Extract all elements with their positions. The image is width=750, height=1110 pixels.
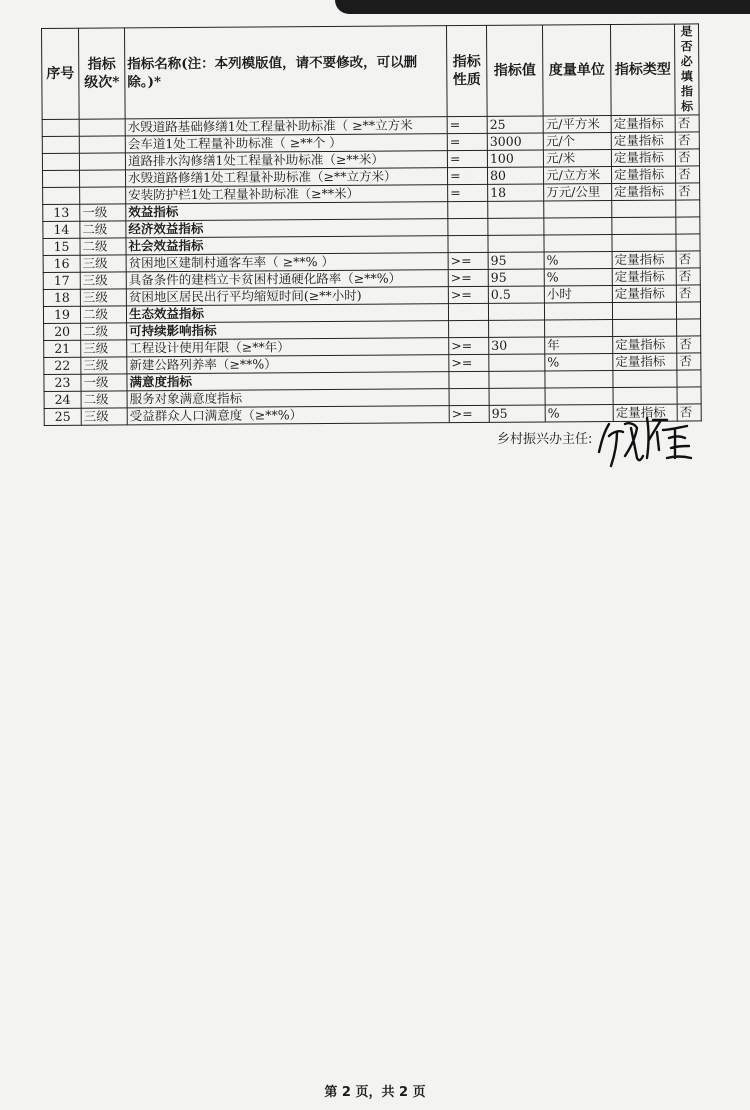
header-nature: 指标性质 xyxy=(446,25,487,116)
cell-level xyxy=(79,119,125,136)
cell-nature xyxy=(448,218,488,235)
cell-unit: % xyxy=(544,269,612,286)
signature-label: 乡村振兴办主任: xyxy=(497,432,593,447)
cell-nature: >= xyxy=(449,405,489,422)
cell-name: 可持续影响指标 xyxy=(127,321,449,340)
cell-name: 具备条件的建档立卡贫困村通硬化路率（≥**%） xyxy=(126,270,448,289)
header-level: 指标级次* xyxy=(79,28,126,119)
cell-type: 定量指标 xyxy=(613,336,677,353)
cell-required: 否 xyxy=(676,183,700,200)
cell-level: 二级 xyxy=(80,238,126,255)
performance-indicator-table xyxy=(41,23,702,426)
cell-required xyxy=(677,387,701,404)
cell-nature: = xyxy=(447,133,487,150)
cell-unit xyxy=(545,320,613,337)
cell-name: 贫困地区建制村通客车率（ ≥**% ） xyxy=(126,253,448,272)
cell-nature xyxy=(448,201,488,218)
cell-seq: 17 xyxy=(43,272,80,289)
cell-level: 三级 xyxy=(81,340,127,357)
cell-level: 三级 xyxy=(81,408,127,425)
cell-seq: 25 xyxy=(44,408,81,425)
cell-seq: 14 xyxy=(43,221,80,238)
page-footer: 第 2 页，共 2 页 xyxy=(324,1085,426,1100)
cell-seq xyxy=(42,153,79,170)
cell-unit: 元/立方米 xyxy=(543,167,611,184)
cell-seq: 19 xyxy=(43,306,80,323)
header-name: 指标名称(注：本列模版值，请不要修改，可以删除。)* xyxy=(125,26,448,119)
cell-required xyxy=(676,234,700,251)
cell-unit: 元/平方米 xyxy=(543,116,611,133)
cell-type xyxy=(612,200,676,217)
cell-required: 否 xyxy=(677,336,701,353)
cell-value: 30 xyxy=(489,337,545,354)
cell-level: 一级 xyxy=(81,374,127,391)
table-header-row xyxy=(42,24,700,120)
cell-nature xyxy=(449,371,489,388)
cell-value xyxy=(488,218,544,235)
cell-type: 定量指标 xyxy=(611,166,675,183)
cell-value xyxy=(488,201,544,218)
cell-value xyxy=(489,371,545,388)
top-shadow xyxy=(335,0,750,14)
cell-type: 定量指标 xyxy=(611,132,675,149)
cell-type: 定量指标 xyxy=(612,183,676,200)
cell-name: 满意度指标 xyxy=(127,372,449,391)
cell-required: 否 xyxy=(675,132,699,149)
cell-level: 三级 xyxy=(80,272,126,289)
cell-name: 受益群众人口满意度（≥**%） xyxy=(127,406,449,425)
cell-level: 二级 xyxy=(80,221,126,238)
cell-name: 水毁道路修缮1处工程量补助标准（≥**立方米） xyxy=(125,168,447,187)
cell-required: 否 xyxy=(676,285,700,302)
cell-level: 二级 xyxy=(81,323,127,340)
cell-value: 3000 xyxy=(487,133,543,150)
cell-seq: 24 xyxy=(44,391,81,408)
cell-level: 三级 xyxy=(80,255,126,272)
cell-name: 安装防护栏1处工程量补助标准（≥**米） xyxy=(126,185,448,204)
cell-level: 三级 xyxy=(81,357,127,374)
header-type: 指标类型 xyxy=(610,24,675,115)
cell-level xyxy=(80,187,126,204)
cell-level: 一级 xyxy=(80,204,126,221)
cell-type: 定量指标 xyxy=(611,115,675,132)
cell-nature xyxy=(448,235,488,252)
header-unit: 度量单位 xyxy=(542,25,611,116)
cell-unit: 万元/公里 xyxy=(544,184,612,201)
cell-name: 工程设计使用年限（≥**年） xyxy=(127,338,449,357)
cell-level xyxy=(79,153,125,170)
cell-unit: % xyxy=(545,354,613,371)
cell-value: 95 xyxy=(488,252,544,269)
cell-seq xyxy=(42,136,79,153)
cell-unit xyxy=(544,201,612,218)
cell-name: 经济效益指标 xyxy=(126,219,448,238)
cell-name: 水毁道路基础修缮1处工程量补助标准（ ≥**立方米 xyxy=(125,117,447,136)
cell-name: 效益指标 xyxy=(126,202,448,221)
cell-seq xyxy=(43,187,80,204)
cell-type: 定量指标 xyxy=(611,149,675,166)
cell-nature: >= xyxy=(448,269,488,286)
cell-value xyxy=(488,235,544,252)
header-required: 是否必填指标 xyxy=(674,24,699,115)
cell-unit: 元/米 xyxy=(543,150,611,167)
cell-unit xyxy=(544,235,612,252)
cell-nature xyxy=(448,303,488,320)
cell-unit xyxy=(544,218,612,235)
header-value: 指标值 xyxy=(486,25,543,116)
cell-value xyxy=(489,388,545,405)
cell-value: 80 xyxy=(487,167,543,184)
cell-name: 贫困地区居民出行平均缩短时间(≥**小时) xyxy=(126,287,448,306)
cell-type: 定量指标 xyxy=(612,268,676,285)
cell-nature: >= xyxy=(449,354,489,371)
cell-required xyxy=(677,370,701,387)
cell-name: 社会效益指标 xyxy=(126,236,448,255)
cell-required xyxy=(676,217,700,234)
handwritten-signature xyxy=(595,410,695,474)
cell-nature: = xyxy=(447,167,487,184)
cell-value: 100 xyxy=(487,150,543,167)
cell-level: 二级 xyxy=(80,306,126,323)
cell-nature xyxy=(449,388,489,405)
cell-type xyxy=(612,302,676,319)
cell-value xyxy=(488,303,544,320)
cell-unit: 年 xyxy=(545,337,613,354)
cell-required: 否 xyxy=(676,251,700,268)
cell-unit xyxy=(544,303,612,320)
cell-nature: = xyxy=(447,150,487,167)
cell-nature: >= xyxy=(448,286,488,303)
cell-nature: >= xyxy=(449,337,489,354)
cell-level xyxy=(79,136,125,153)
cell-type: 定量指标 xyxy=(613,353,677,370)
cell-unit xyxy=(545,388,613,405)
cell-unit xyxy=(545,371,613,388)
cell-type xyxy=(613,370,677,387)
cell-level: 三级 xyxy=(80,289,126,306)
cell-seq xyxy=(42,119,79,136)
cell-seq xyxy=(42,170,79,187)
cell-seq: 20 xyxy=(44,323,81,340)
cell-nature: >= xyxy=(448,252,488,269)
header-seq: 序号 xyxy=(42,28,80,119)
cell-unit: 小时 xyxy=(544,286,612,303)
cell-nature xyxy=(449,320,489,337)
cell-type: 定量指标 xyxy=(612,251,676,268)
cell-required xyxy=(677,319,701,336)
cell-unit: % xyxy=(544,252,612,269)
cell-type xyxy=(612,217,676,234)
cell-seq: 15 xyxy=(43,238,80,255)
cell-required: 否 xyxy=(676,268,700,285)
cell-value: 95 xyxy=(488,269,544,286)
cell-level xyxy=(79,170,125,187)
cell-value: 95 xyxy=(489,405,545,422)
cell-type xyxy=(613,387,677,404)
cell-required: 否 xyxy=(675,149,699,166)
cell-value: 25 xyxy=(487,116,543,133)
cell-seq: 21 xyxy=(44,340,81,357)
cell-type: 定量指标 xyxy=(613,404,677,421)
cell-name: 生态效益指标 xyxy=(126,304,448,323)
cell-name: 会车道1处工程量补助标准（ ≥**个 ） xyxy=(125,134,447,153)
cell-type xyxy=(613,319,677,336)
cell-seq: 22 xyxy=(44,357,81,374)
cell-value: 18 xyxy=(488,184,544,201)
cell-value: 0.5 xyxy=(488,286,544,303)
cell-seq: 18 xyxy=(43,289,80,306)
cell-seq: 16 xyxy=(43,255,80,272)
cell-nature: = xyxy=(448,184,488,201)
cell-type xyxy=(612,234,676,251)
cell-required xyxy=(676,200,700,217)
cell-name: 服务对象满意度指标 xyxy=(127,389,449,408)
cell-seq: 23 xyxy=(44,374,81,391)
cell-required: 否 xyxy=(677,353,701,370)
cell-seq: 13 xyxy=(43,204,80,221)
cell-nature: = xyxy=(447,116,487,133)
cell-required: 否 xyxy=(675,166,699,183)
cell-name: 道路排水沟修缮1处工程量补助标准（≥**米） xyxy=(125,151,447,170)
cell-value xyxy=(489,354,545,371)
cell-name: 新建公路列养率（≥**%） xyxy=(127,355,449,374)
cell-value xyxy=(489,320,545,337)
cell-type: 定量指标 xyxy=(612,285,676,302)
cell-level: 二级 xyxy=(81,391,127,408)
cell-required xyxy=(676,302,700,319)
cell-required: 否 xyxy=(675,115,699,132)
cell-required: 否 xyxy=(677,404,701,421)
cell-unit: % xyxy=(545,405,613,422)
cell-unit: 元/个 xyxy=(543,133,611,150)
